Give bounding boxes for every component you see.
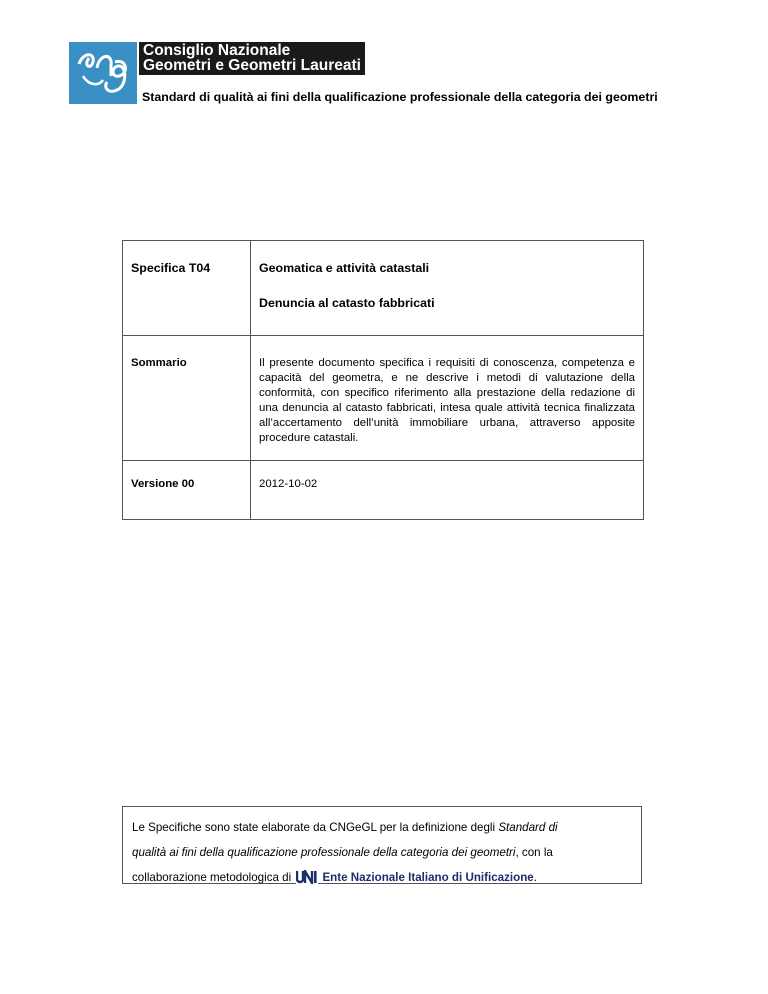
spec-title-cell — [251, 241, 644, 336]
note-line-1-text: Le Specifiche sono state elaborate da CNGeGL per la definizione degli — [132, 821, 496, 834]
version-label-cell — [123, 461, 251, 520]
spec-table — [122, 240, 644, 520]
summary-text-cell — [251, 336, 644, 461]
uni-name: Ente Nazionale Italiano di Unificazione — [322, 871, 534, 884]
logo-line-2: Geometri e Geometri Laureati — [143, 57, 361, 74]
spec-label: Specifica T04 — [131, 261, 211, 275]
summary-label-cell — [123, 336, 251, 461]
table-row-title — [123, 241, 644, 336]
note-period: . — [533, 871, 537, 884]
header-tagline: Standard di qualità ai fini della qualificazione professionale della categoria dei geometri — [142, 90, 658, 104]
note-line-1-italic: Standard di — [498, 821, 558, 834]
note-line-1 — [132, 815, 632, 840]
note-line-3 — [132, 865, 632, 893]
note-line-3-text: collaborazione metodologica di — [132, 871, 292, 884]
version-label: Versione 00 — [131, 478, 195, 490]
summary-label: Sommario — [131, 357, 187, 369]
logo-line-1: Consiglio Nazionale — [143, 42, 291, 59]
note-line-2-italic: qualità ai fini della qualificazione professionale della categoria dei geometri — [132, 846, 516, 859]
uni-logo-icon — [296, 868, 318, 893]
spec-label-cell — [123, 241, 251, 336]
spec-title: Geomatica e attività catastali — [259, 261, 430, 275]
note-box — [122, 806, 642, 884]
table-row-summary — [123, 336, 644, 461]
cng-logo-icon — [69, 42, 137, 104]
cngegl-logo-wordmark — [139, 42, 365, 75]
summary-text: Il presente documento specifica i requisiti di conoscenza, competenza e capacità del geometra, e ne descrive i metodi di valutazione della conformità, con specifico riferimento alla prestazione della redazione di una denuncia al catasto fabbricati, intesa quale attività tecnica finalizzata all’accertamento dell’unità immobiliare urbana, attraverso apposite procedure catastali. — [259, 357, 635, 444]
table-row-version — [123, 461, 644, 520]
cngegl-logo-mark — [69, 42, 137, 104]
version-date: 2012-10-02 — [259, 478, 318, 490]
note-line-2-end: , con la — [515, 846, 553, 859]
note-line-2 — [132, 840, 632, 865]
spec-subtitle: Denuncia al catasto fabbricati — [259, 296, 435, 310]
version-date-cell — [251, 461, 644, 520]
